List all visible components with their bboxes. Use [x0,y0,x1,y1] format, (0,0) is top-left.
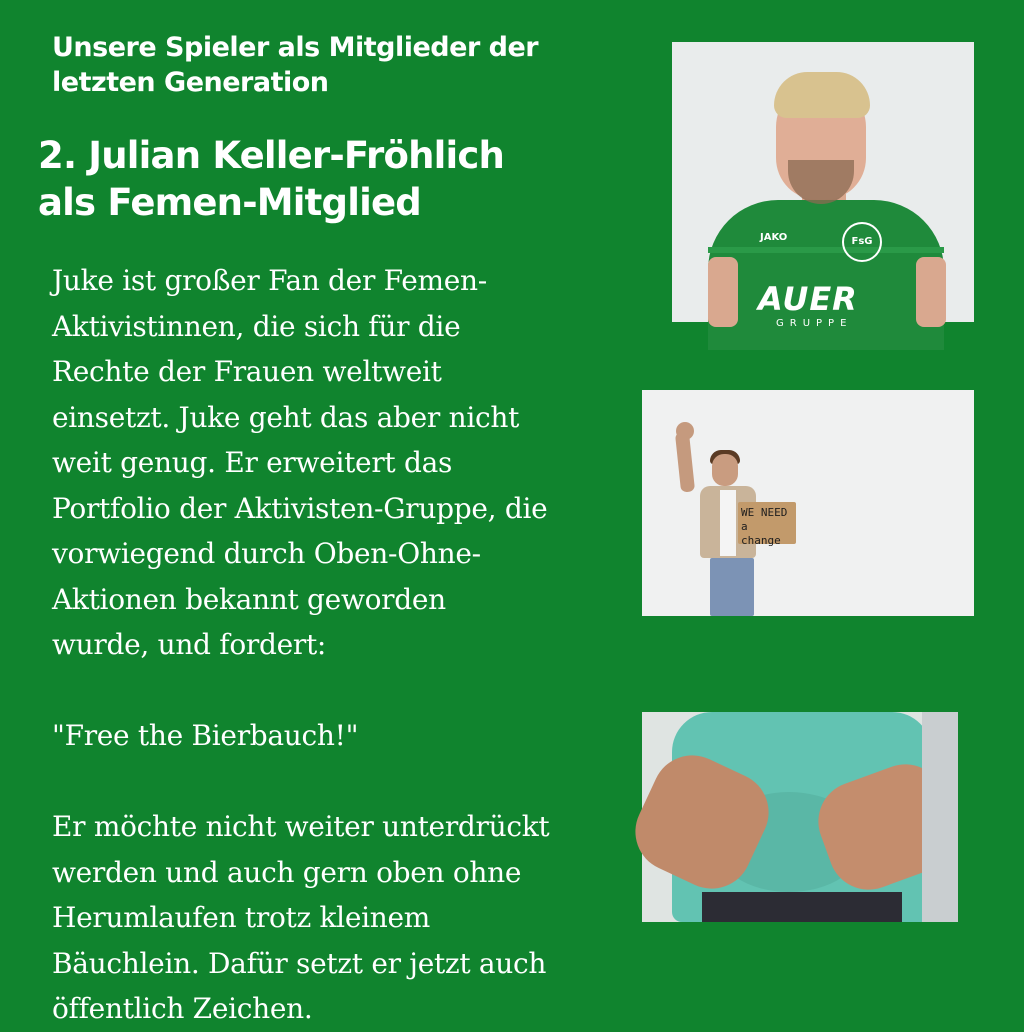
player-hair [774,72,870,118]
protester-shirt [720,490,736,556]
player-photo [672,42,974,329]
raised-arm [675,431,695,492]
raised-fist [676,422,694,440]
protester-jeans [710,558,754,616]
protest-sign [738,502,796,547]
body-line: Juke ist großer Fan der Femen- [52,264,487,297]
header [52,30,652,100]
spacer [52,668,652,714]
body-line: vorwiegend durch Oben-Ohne- [52,537,481,570]
belt [702,892,902,922]
closing-line: Er möchte nicht weiter unterdrückt [52,810,550,843]
closing-line: öffentlich Zeichen. [52,992,313,1025]
protester-photo [642,390,974,616]
background-wall [922,712,958,922]
sponsor-logo: AUER [758,280,858,318]
sign-line-1: WE NEED [741,506,788,519]
closing-line: Bäuchlein. Dafür setzt er jetzt auch [52,946,547,980]
player-arm-left [708,257,738,327]
sign-line-2: a change [741,520,781,547]
header-line-1: Unsere Spieler als Mitglieder der [52,32,539,63]
body-line: Aktivistinnen, die sich für die [52,309,461,343]
body-line: Rechte der Frauen weltweit [52,355,442,388]
title-line-1: 2. Julian Keller-Fröhlich [38,134,505,177]
header-line-2: letzten Generation [52,67,329,98]
protester-head [712,454,738,486]
body-line: weit genug. Er erweitert das [52,446,453,479]
spacer [52,759,652,805]
sponsor-sub-logo: GRUPPE [776,318,853,329]
closing-line: Herumlaufen trotz kleinem [52,901,431,934]
club-badge-logo: FsG [842,222,882,262]
jersey-brand-logo: JAKO [760,232,788,243]
body-line: Aktionen bekannt geworden [52,582,446,616]
body-line: einsetzt. Juke geht das aber nicht [52,400,520,434]
body-text [52,258,652,1032]
page-title [38,132,658,226]
jersey-stripe [708,247,944,253]
quote: "Free the Bierbauch!" [52,719,359,752]
body-line: wurde, und fordert: [52,628,327,661]
body-line: Portfolio der Aktivisten-Gruppe, die [52,491,548,525]
belly-photo [642,712,958,922]
player-arm-right [916,257,946,327]
title-line-2: als Femen-Mitglied [38,181,421,224]
closing-line: werden und auch gern oben ohne [52,855,522,889]
